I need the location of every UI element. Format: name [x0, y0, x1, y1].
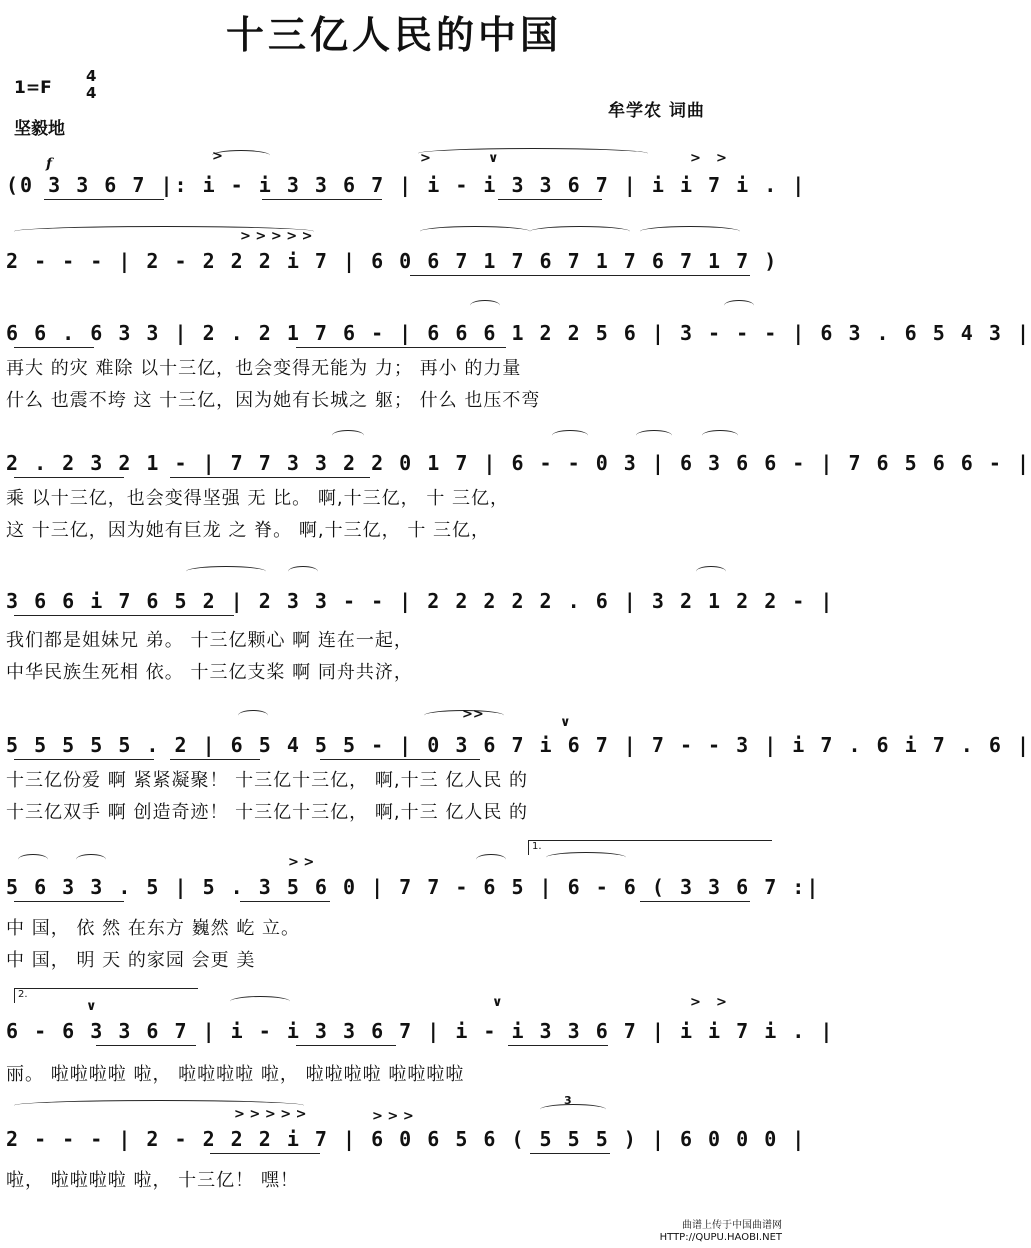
accent-mark: > — [716, 151, 727, 166]
underline-beam — [240, 901, 330, 902]
slur-mark — [470, 300, 500, 311]
underline-beam — [14, 615, 234, 616]
breath-mark: ∨ — [86, 999, 97, 1014]
accent-mark: > > > > > — [234, 1107, 307, 1122]
underline-beam — [44, 199, 164, 200]
first-ending-bracket: 1. — [528, 840, 772, 855]
score-row-3: 6 6 . 6 3 3 | 2 . 2 1 7 6 - | 6 6 6 1 2 2 5 6 | 3 - - - | 6 3 . 6 5 4 3 | — [6, 321, 1031, 345]
underline-beam — [14, 347, 94, 348]
tempo-marking: 坚毅地 — [14, 119, 65, 139]
slur-mark — [540, 1104, 606, 1115]
score-row-5: 3 6 6 i 7 6 5 2 | 2 3 3 - - | 2 2 2 2 2 . 6 | 3 2 1 2 2 - | — [6, 589, 835, 613]
underline-beam — [210, 1153, 320, 1154]
underline-beam — [320, 759, 480, 760]
slur-mark — [186, 566, 266, 577]
lyric-verse-1: 中 国， 依 然 在东方 巍然 屹 立。 — [6, 918, 301, 939]
accent-mark: >> — [462, 707, 484, 722]
underline-beam — [262, 199, 382, 200]
accent-mark: > — [690, 151, 701, 166]
meter-bottom: 4 — [86, 84, 97, 102]
underline-beam — [170, 477, 370, 478]
slur-mark — [724, 300, 754, 311]
underline-beam — [498, 199, 602, 200]
tie-mark — [546, 852, 626, 863]
lyric-verse-1: 乘 以十三亿，也会变得坚强 无 比。 啊,十三亿， 十 三亿， — [6, 488, 510, 509]
accent-mark: > > — [288, 855, 315, 870]
slur-mark — [230, 996, 290, 1007]
slur-mark — [288, 566, 318, 577]
meter-top: 4 — [86, 67, 97, 85]
score-row-4: 2 . 2 3 2 1 - | 7 7 3 3 2 2 0 1 7 | 6 - - 0 3 | 6 3 6 6 - | 7 6 5 6 6 - | — [6, 451, 1031, 475]
underline-beam — [14, 759, 154, 760]
underline-beam — [170, 759, 260, 760]
accent-mark: > > > — [372, 1109, 414, 1124]
underline-beam — [508, 1045, 608, 1046]
page-title: 十三亿人民的中国 — [225, 13, 562, 57]
slur-mark — [636, 430, 672, 441]
underline-beam — [96, 1045, 196, 1046]
score-row-2: 2 - - - | 2 - 2 2 2 i 7 | 6 0 6 7 1 7 6 7 1 7 6 7 1 7 ) — [6, 249, 779, 273]
underline-beam — [14, 477, 124, 478]
breath-mark: ∨ — [492, 995, 503, 1010]
site-watermark — [660, 1220, 782, 1244]
composer-credit: 牟学农 词曲 — [608, 101, 705, 121]
triplet-mark: 3 — [564, 1094, 572, 1107]
lyric-verse-1: 十三亿份爱 啊 紧紧凝聚！ 十三亿十三亿， 啊,十三 亿人民 的 — [6, 770, 529, 791]
slur-mark — [418, 148, 648, 159]
watermark-line-1: 曲谱上传于中国曲谱网 — [682, 1220, 782, 1231]
lyric-verse-1: 我们都是姐妹兄 弟。 十三亿颗心 啊 连在一起， — [6, 630, 413, 651]
underline-beam — [640, 901, 750, 902]
lyric-verse-2: 中 国， 明 天 的家园 会更 美 — [6, 950, 256, 971]
breath-mark: ∨ — [560, 715, 571, 730]
score-row-9: 2 - - - | 2 - 2 2 2 i 7 | 6 0 6 5 6 ( 5 5 5 ) | 6 0 0 0 | — [6, 1127, 807, 1151]
score-row-7: 5 6 3 3 . 5 | 5 . 3 5 6 0 | 7 7 - 6 5 | 6 - 6 ( 3 3 6 7 :| — [6, 875, 821, 899]
score-row-8: 6 - 6 3 3 6 7 | i - i 3 3 6 7 | i - i 3 3 6 7 | i i 7 i . | — [6, 1019, 835, 1043]
slur-mark — [640, 226, 740, 237]
lyric-verse-1: 丽。 啦啦啦啦 啦， 啦啦啦啦 啦， 啦啦啦啦 啦啦啦啦 — [6, 1064, 465, 1085]
slur-mark — [702, 430, 738, 441]
underline-beam — [410, 275, 750, 276]
second-ending-bracket: 2. — [14, 988, 198, 1003]
underline-beam — [530, 1153, 610, 1154]
lyric-verse-2: 十三亿双手 啊 创造奇迹！ 十三亿十三亿， 啊,十三 亿人民 的 — [6, 802, 529, 823]
score-row-1: (0 3 3 6 7 |: i - i 3 3 6 7 | i - i 3 3 6 7 | i i 7 i . | — [6, 173, 807, 197]
breath-mark: ∨ — [488, 151, 499, 166]
slur-mark — [332, 430, 364, 441]
slur-mark — [530, 226, 630, 237]
underline-beam — [296, 347, 506, 348]
time-signature — [86, 68, 96, 102]
lyric-verse-2: 中华民族生死相 依。 十三亿支桨 啊 同舟共济， — [6, 662, 413, 683]
slur-mark — [18, 854, 48, 865]
accent-mark: > > > > > — [240, 229, 313, 244]
accent-mark: > — [420, 151, 431, 166]
key-signature: 1=F — [14, 78, 52, 98]
lyric-verse-1: 啦， 啦啦啦啦 啦， 十三亿！ 嘿！ — [6, 1170, 299, 1191]
accent-mark: > — [212, 149, 223, 164]
lyric-verse-1: 再大 的灾 难除 以十三亿，也会变得无能为 力； 再小 的力量 — [6, 358, 522, 379]
slur-mark — [552, 430, 588, 441]
accent-mark: > — [716, 995, 727, 1010]
lyric-verse-2: 什么 也震不垮 这 十三亿，因为她有长城之 躯； 什么 也压不弯 — [6, 390, 541, 411]
score-row-6: 5 5 5 5 5 . 2 | 6 5 4 5 5 - | 0 3 6 7 i 6 7 | 7 - - 3 | i 7 . 6 i 7 . 6 | — [6, 733, 1031, 757]
lyric-verse-2: 这 十三亿，因为她有巨龙 之 脊。 啊,十三亿， 十 三亿， — [6, 520, 491, 541]
slur-mark — [476, 854, 506, 865]
slur-mark — [238, 710, 268, 721]
watermark-line-2: HTTP://QUPU.HAOBI.NET — [659, 1232, 782, 1243]
slur-mark — [696, 566, 726, 577]
underline-beam — [296, 1045, 396, 1046]
slur-mark — [76, 854, 106, 865]
dynamic-marking: f — [46, 156, 53, 172]
slur-mark — [420, 226, 530, 237]
accent-mark: > — [690, 995, 701, 1010]
underline-beam — [14, 901, 124, 902]
